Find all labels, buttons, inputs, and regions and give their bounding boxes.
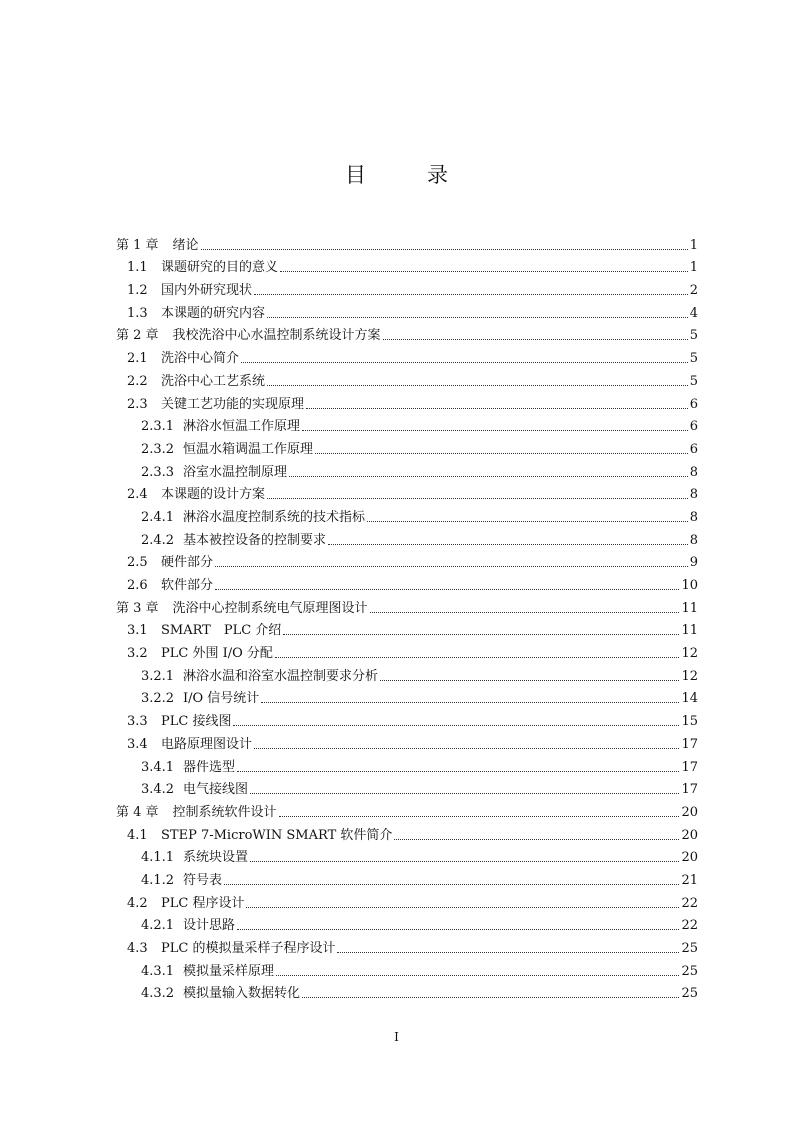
toc-entry: [116, 866, 698, 889]
toc-entry-title: 本课题的研究内容: [161, 305, 266, 321]
toc-entry-number: 2.4: [127, 487, 148, 503]
toc-entry-page: 11: [681, 600, 698, 616]
toc-entry: [116, 844, 698, 867]
toc-entry-number: 2.5: [127, 555, 148, 571]
toc-leader-dots: [250, 793, 679, 794]
toc-entry: [116, 707, 698, 730]
table-of-contents: [116, 231, 698, 1002]
toc-entry-title: 浴室水温控制原理: [183, 464, 288, 480]
toc-leader-dots: [337, 952, 679, 953]
toc-entry-number: 第 4 章: [116, 804, 159, 820]
toc-entry-page: 22: [681, 918, 698, 934]
toc-entry: [116, 231, 698, 254]
toc-entry-page: 20: [681, 850, 698, 866]
toc-entry: [116, 617, 698, 640]
toc-entry-title: 淋浴水恒温工作原理: [183, 419, 301, 435]
toc-entry: [116, 730, 698, 753]
toc-entry-title: PLC 外围 I/O 分配: [161, 646, 273, 662]
toc-entry-page: 4: [689, 305, 698, 321]
toc-entry-page: 22: [681, 895, 698, 911]
toc-leader-dots: [224, 884, 679, 885]
toc-leader-dots: [280, 271, 688, 272]
toc-entry: [116, 413, 698, 436]
toc-leader-dots: [267, 498, 688, 499]
toc-entry-number: 2.3.2: [141, 441, 175, 457]
toc-entry-title: I/O 信号统计: [183, 691, 260, 707]
toc-entry: [116, 980, 698, 1003]
toc-entry: [116, 798, 698, 821]
toc-entry-page: 17: [681, 759, 698, 775]
toc-entry-title: 恒温水箱调温工作原理: [183, 441, 314, 457]
toc-entry: [116, 912, 698, 935]
toc-entry-page: 14: [681, 691, 698, 707]
toc-entry: [116, 821, 698, 844]
toc-leader-dots: [370, 612, 680, 613]
toc-entry: [116, 503, 698, 526]
toc-entry-title: PLC 的模拟量采样子程序设计: [161, 941, 336, 956]
toc-entry: [116, 571, 698, 594]
toc-entry-number: 4.3.1: [141, 963, 175, 979]
toc-entry: [116, 458, 698, 481]
toc-entry-title: 关键工艺功能的实现原理: [161, 396, 305, 412]
toc-entry-page: 8: [689, 532, 698, 548]
toc-entry-title: 电气接线图: [183, 782, 249, 798]
toc-entry: [116, 435, 698, 458]
page-number-footer: I: [394, 1030, 399, 1044]
toc-entry-number: 3.4: [127, 736, 148, 752]
toc-entry-number: 4.2.1: [141, 918, 175, 934]
toc-entry: [116, 276, 698, 299]
toc-entry-number: 2.3.3: [141, 464, 175, 480]
toc-entry-page: 20: [681, 827, 698, 843]
toc-leader-dots: [383, 339, 688, 340]
toc-entry-title: 符号表: [183, 872, 223, 888]
toc-entry-page: 25: [681, 986, 698, 1002]
toc-leader-dots: [201, 249, 688, 250]
toc-entry-page: 2: [689, 283, 698, 299]
toc-entry: [116, 344, 698, 367]
toc-leader-dots: [276, 975, 679, 976]
toc-leader-dots: [306, 408, 688, 409]
toc-entry-title: 洗浴中心简介: [161, 351, 240, 367]
toc-entry: [116, 889, 698, 912]
toc-entry-page: 5: [689, 373, 698, 389]
toc-entry-page: 8: [689, 509, 698, 525]
toc-entry-title: 淋浴水温和浴室水温控制要求分析: [183, 668, 379, 684]
toc-leader-dots: [254, 294, 688, 295]
toc-entry-number: 3.4.2: [141, 782, 175, 798]
toc-entry: [116, 254, 698, 277]
toc-entry-page: 6: [689, 419, 698, 435]
toc-entry-title: 软件部分: [161, 578, 214, 593]
toc-leader-dots: [233, 725, 679, 726]
toc-entry-number: 3.3: [127, 714, 148, 730]
toc-entry-page: 5: [689, 351, 698, 367]
toc-entry-number: 第 1 章: [116, 237, 159, 253]
toc-entry: [116, 594, 698, 617]
toc-entry-title: 模拟量输入数据转化: [183, 986, 301, 1002]
toc-entry-page: 6: [689, 441, 698, 457]
toc-entry-number: 4.1.1: [141, 850, 175, 866]
toc-entry-title: 绪论: [172, 237, 199, 253]
toc-entry-title: 模拟量采样原理: [183, 963, 275, 979]
toc-entry-number: 2.1: [127, 351, 148, 367]
toc-entry-title: 淋浴水温度控制系统的技术指标: [183, 509, 366, 525]
toc-entry-page: 10: [681, 578, 698, 593]
toc-entry: [116, 662, 698, 685]
toc-entry-title: PLC 程序设计: [161, 895, 245, 911]
toc-leader-dots: [302, 430, 688, 431]
toc-leader-dots: [246, 907, 679, 908]
toc-entry: [116, 390, 698, 413]
toc-entry: [116, 299, 698, 322]
toc-entry-title: 控制系统软件设计: [172, 804, 277, 820]
toc-entry-number: 3.1: [127, 623, 148, 639]
toc-leader-dots: [315, 453, 688, 454]
toc-leader-dots: [394, 839, 679, 840]
toc-entry-title: PLC 接线图: [161, 714, 232, 730]
toc-leader-dots: [250, 861, 679, 862]
toc-entry: [116, 526, 698, 549]
toc-entry-page: 17: [681, 782, 698, 798]
toc-leader-dots: [283, 634, 679, 635]
toc-entry-title: 洗浴中心工艺系统: [161, 373, 266, 389]
toc-leader-dots: [215, 589, 679, 590]
toc-entry-number: 1.3: [127, 305, 148, 321]
toc-entry: [116, 549, 698, 572]
toc-entry-number: 2.6: [127, 578, 148, 593]
toc-entry-title: 电路原理图设计: [161, 736, 253, 752]
toc-leader-dots: [279, 816, 680, 817]
toc-entry-page: 25: [681, 941, 698, 956]
toc-entry-page: 21: [681, 872, 698, 888]
toc-leader-dots: [267, 385, 688, 386]
toc-leader-dots: [237, 771, 679, 772]
toc-entry-page: 5: [689, 328, 698, 344]
toc-entry-page: 9: [689, 555, 698, 571]
toc-leader-dots: [241, 362, 688, 363]
toc-entry: [116, 753, 698, 776]
toc-entry-page: 11: [681, 623, 698, 639]
toc-entry-title: STEP 7-MicroWIN SMART 软件简介: [161, 827, 393, 843]
toc-entry-number: 1.1: [127, 260, 148, 276]
toc-entry-page: 1: [689, 260, 698, 276]
toc-entry-number: 2.4.2: [141, 532, 175, 548]
toc-entry-page: 8: [689, 464, 698, 480]
toc-entry: [116, 639, 698, 662]
toc-entry: [116, 322, 698, 345]
toc-leader-dots: [267, 317, 688, 318]
toc-entry-number: 3.2: [127, 646, 148, 662]
toc-entry-number: 1.2: [127, 283, 148, 299]
toc-leader-dots: [380, 680, 679, 681]
toc-leader-dots: [215, 566, 688, 567]
toc-entry-title: 系统块设置: [183, 850, 249, 866]
toc-entry-page: 15: [681, 714, 698, 730]
toc-leader-dots: [254, 748, 679, 749]
toc-entry-title: 器件选型: [183, 759, 236, 775]
toc-entry-number: 4.1: [127, 827, 148, 843]
toc-entry-number: 4.3.2: [141, 986, 175, 1002]
toc-entry-number: 4.1.2: [141, 872, 175, 888]
toc-leader-dots: [328, 544, 688, 545]
toc-entry-number: 第 2 章: [116, 328, 159, 344]
toc-entry-page: 6: [689, 396, 698, 412]
toc-entry-page: 25: [681, 963, 698, 979]
toc-entry-number: 4.2: [127, 895, 148, 911]
toc-entry-number: 3.2.1: [141, 668, 175, 684]
toc-entry-title: 基本被控设备的控制要求: [183, 532, 327, 548]
toc-entry-title: 硬件部分: [161, 555, 214, 571]
toc-entry-title: 课题研究的目的意义: [161, 260, 279, 276]
toc-entry-number: 2.3.1: [141, 419, 175, 435]
toc-entry: [116, 776, 698, 799]
toc-leader-dots: [289, 476, 688, 477]
toc-entry-title: 国内外研究现状: [161, 283, 253, 299]
toc-entry-page: 20: [681, 804, 698, 820]
toc-entry: [116, 934, 698, 957]
toc-entry-number: 2.3: [127, 396, 148, 412]
toc-entry-number: 3.2.2: [141, 691, 175, 707]
toc-entry-title: 设计思路: [183, 918, 236, 934]
toc-entry: [116, 957, 698, 980]
toc-entry: [116, 367, 698, 390]
toc-entry-title: SMART PLC 介绍: [161, 623, 282, 639]
toc-leader-dots: [237, 929, 679, 930]
toc-entry-title: 洗浴中心控制系统电气原理图设计: [172, 600, 368, 616]
toc-entry-page: 8: [689, 487, 698, 503]
toc-entry-title: 我校洗浴中心水温控制系统设计方案: [172, 328, 381, 344]
toc-leader-dots: [367, 521, 688, 522]
toc-leader-dots: [275, 657, 680, 658]
toc-title: 目 录: [345, 163, 468, 187]
toc-entry: [116, 685, 698, 708]
toc-entry-number: 3.4.1: [141, 759, 175, 775]
toc-entry-number: 第 3 章: [116, 600, 159, 616]
toc-leader-dots: [302, 997, 679, 998]
toc-leader-dots: [261, 702, 679, 703]
toc-entry: [116, 481, 698, 504]
toc-entry-page: 1: [689, 237, 698, 253]
toc-entry-number: 2.4.1: [141, 509, 175, 525]
toc-entry-page: 17: [681, 736, 698, 752]
toc-entry-number: 2.2: [127, 373, 148, 389]
toc-entry-title: 本课题的设计方案: [161, 487, 266, 503]
toc-entry-page: 12: [681, 646, 698, 662]
toc-entry-number: 4.3: [127, 941, 148, 956]
toc-entry-page: 12: [681, 668, 698, 684]
